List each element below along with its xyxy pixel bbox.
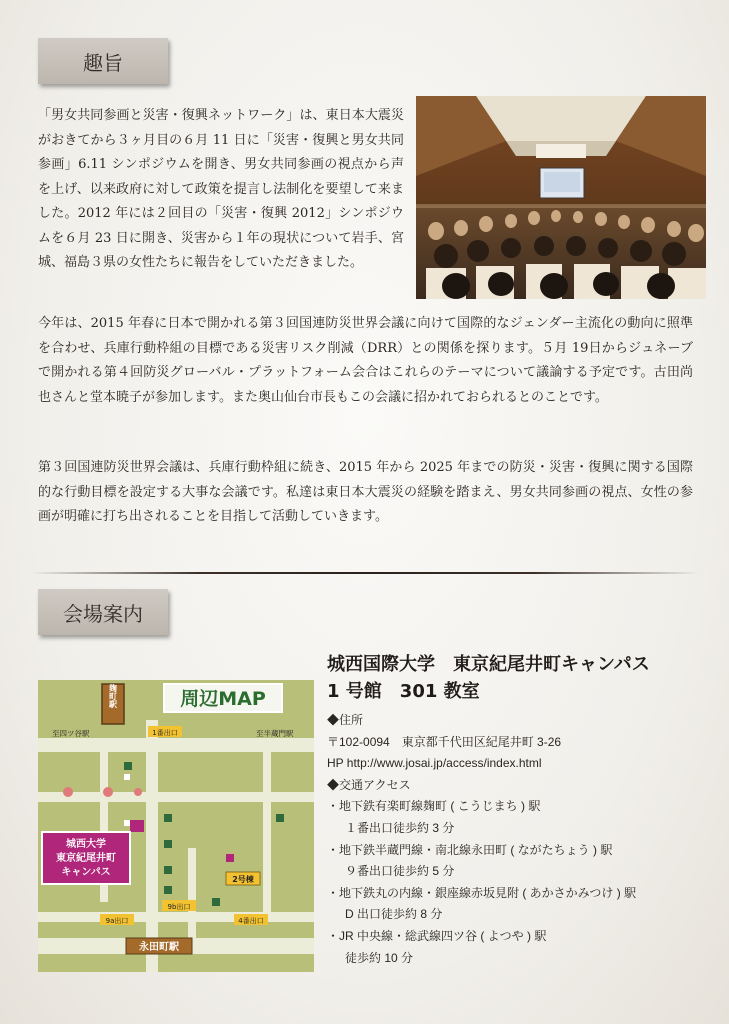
map-building-2: 2号棟 — [232, 875, 254, 884]
map-campus-line-1: 城西大学 — [66, 839, 106, 850]
access-item-3-detail: D 出口徒歩約 8 分 — [345, 907, 443, 922]
map-label-yotsuya: 至四ツ谷駅 — [52, 729, 90, 738]
map-title: 周辺MAP — [180, 688, 266, 710]
venue-info — [327, 710, 717, 969]
access-item-4-detail: 徒歩約 10 分 — [345, 950, 414, 965]
venue-title — [327, 651, 707, 705]
access-item-1-detail: １番出口徒歩約 3 分 — [345, 820, 455, 835]
access-item-3: ・地下鉄丸の内線・銀座線赤坂見附 ( あかさかみつけ ) 駅 — [327, 885, 637, 900]
access-item-4: ・JR 中央線・総武線四ツ谷 ( よつや ) 駅 — [327, 928, 547, 943]
venue-title-line-2: 1 号館 301 教室 — [327, 681, 480, 702]
section-heading-purpose: 趣旨 — [38, 38, 168, 84]
address: 〒102-0094 東京都千代田区紀尾井町 3-26 — [327, 734, 562, 749]
section-divider — [30, 572, 700, 574]
access-item-2-detail: ９番出口徒歩約 5 分 — [345, 864, 455, 879]
map-label-hanzomon: 至半蔵門駅 — [256, 729, 294, 738]
access-item-1: ・地下鉄有楽町線麹町 ( こうじまち ) 駅 — [327, 799, 541, 814]
section-heading-venue: 会場案内 — [38, 589, 168, 635]
map-campus-line-3: キャンパス — [61, 867, 111, 878]
map-station-nagatacho: 永田町駅 — [139, 942, 179, 953]
homepage-link[interactable]: HP http://www.josai.jp/access/index.html — [327, 756, 542, 771]
map-exit-9b: 9b出口 — [167, 903, 191, 911]
map-exit-9a: 9a出口 — [105, 917, 129, 925]
purpose-paragraph-2: 今年は、2015 年春に日本で開かれる第３回国連防災世界会議に向けて国際的なジェンダー主流化の動向に照準を合わせ、兵庫行動枠組の目標である災害リスク削減（DRR）との関係を探ります。５月 19日からジュネーブで開かれる第４回防災グローバル・プラットフォーム会合はこれらのテーマについて議論する予定です。古田尚也さんと堂本暁子が参加します。また奥山仙台市長もこの会議に招かれておられるとのことです。 — [38, 316, 693, 405]
address-label: ◆住所 — [327, 713, 364, 727]
map-exit-4: 4番出口 — [238, 917, 264, 925]
purpose-paragraph-3: 第３回国連防災世界会議は、兵庫行動枠組に続き、2015 年から 2025 年までの防災・災害・復興に関する国際的な行動目標を設定する大事な会議です。私達は東日本大震災の経験を踏まえ、男女共同参画の視点、女性の参画が明確に打ち出されることを目指して活動していきます。 — [38, 460, 693, 524]
symposium-photo — [416, 96, 706, 299]
map-campus-line-2: 東京紀尾井町 — [56, 853, 116, 864]
access-label: ◆交通アクセス — [327, 777, 411, 792]
map-exit-1: 1番出口 — [152, 729, 178, 737]
venue-title-line-1: 城西国際大学 東京紀尾井町キャンパス — [327, 654, 650, 675]
area-map — [38, 680, 314, 972]
map-station-kojimachi: 麹町駅 — [108, 684, 118, 708]
purpose-paragraph-1: 「男女共同参画と災害・復興ネットワーク」は、東日本大震災がおきてから３ヶ月目の６月 11 日に「災害・復興と男女共同参画」6.11 シンポジウムを開き、男女共同参画の視点から声を上げ、以来政府に対して政策を提言し法制化を要望して来ました。2012 年には２回目の「災害・復興 2012」シンポジウムを６月 23 日に開き、災害から１年の現状について岩手、宮城、福島３県の女性たちに報告をしていただきました。 — [38, 108, 404, 270]
access-item-2: ・地下鉄半蔵門線・南北線永田町 ( ながたちょう ) 駅 — [327, 842, 613, 857]
